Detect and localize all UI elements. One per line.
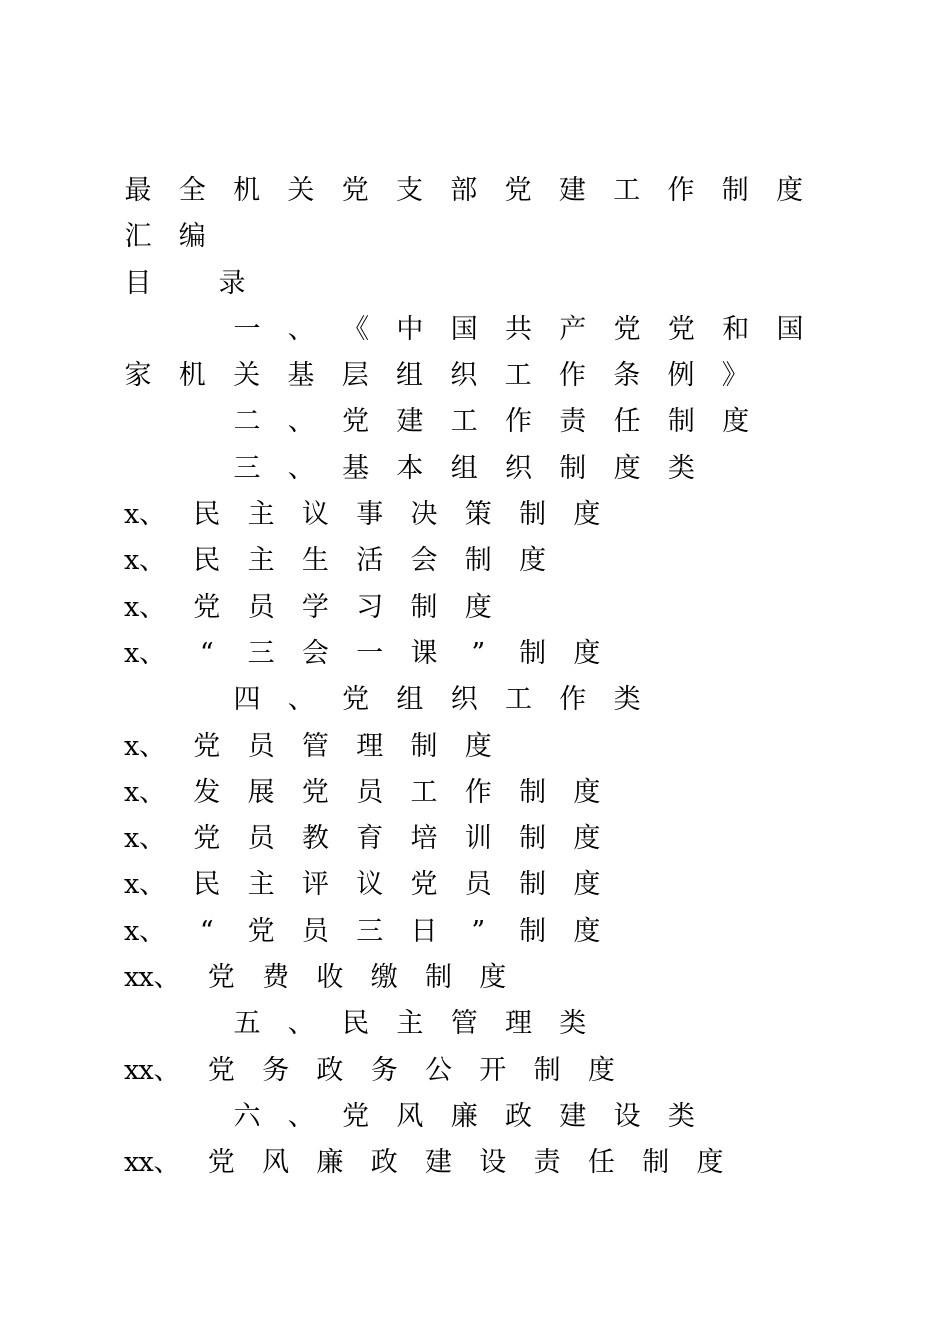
document-body (0, 168, 950, 1187)
toc-item: x x 、 党 费 收 缴 制 度 (124, 962, 507, 994)
document-title: 最 全 机 关 党 支 部 党 建 工 作 制 度 (124, 175, 804, 206)
toc-heading: 目 录 (124, 267, 246, 299)
toc-section-3: 三 、 基 本 组 织 制 度 类 (233, 452, 695, 484)
toc-section-4: 四 、 党 组 织 工 作 类 (233, 684, 641, 716)
toc-item: x 、 “ 党 员 三 日 ” 制 度 (124, 915, 601, 947)
document-title-cont: 汇 编 (124, 221, 206, 253)
toc-section-1-cont: 家 机 关 基 层 组 织 工 作 条 例 》 (124, 360, 749, 392)
toc-item: x 、 发 展 党 员 工 作 制 度 (124, 776, 601, 808)
toc-item: x 、 民 主 议 事 决 策 制 度 (124, 499, 601, 531)
toc-section-2: 二 、 党 建 工 作 责 任 制 度 (233, 406, 750, 438)
toc-item: x 、 党 员 管 理 制 度 (124, 730, 492, 762)
toc-list (0, 307, 950, 1187)
toc-section-5: 五 、 民 主 管 理 类 (233, 1008, 587, 1040)
toc-section-1: 一 、 《 中 国 共 产 党 党 和 国 (233, 313, 804, 345)
toc-item: x 、 民 主 生 活 会 制 度 (124, 545, 547, 577)
toc-item: x 、 “ 三 会 一 课 ” 制 度 (124, 637, 601, 669)
toc-item: x 、 党 员 学 习 制 度 (124, 591, 492, 623)
toc-section-6: 六 、 党 风 廉 政 建 设 类 (233, 1100, 695, 1132)
toc-item: x x 、 党 务 政 务 公 开 制 度 (124, 1054, 615, 1086)
toc-item: x x 、 党 风 廉 政 建 设 责 任 制 度 (124, 1147, 724, 1179)
toc-item: x 、 民 主 评 议 党 员 制 度 (124, 869, 601, 901)
toc-item: x 、 党 员 教 育 培 训 制 度 (124, 823, 601, 855)
